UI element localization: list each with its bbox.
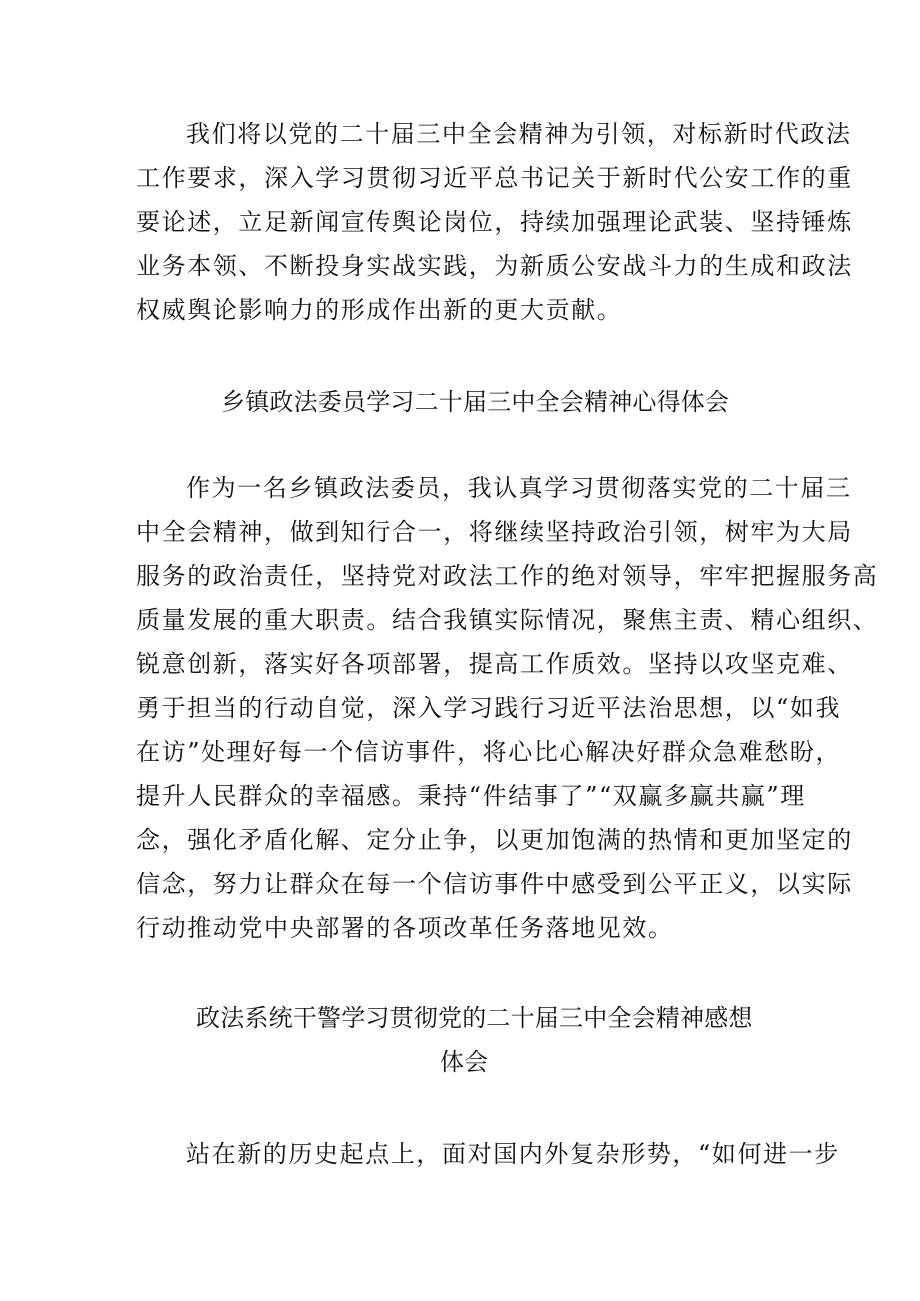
paragraph-1-line: 工作要求，深入学习贯彻习近平总书记关于新时代公安工作的重 — [136, 164, 853, 192]
paragraph-2-line: 提升人民群众的幸福感。秉持“件结事了”“双赢多赢共赢”理 — [136, 782, 806, 810]
section-heading: 体会 — [440, 1048, 489, 1076]
paragraph-2-line: 勇于担当的行动自觉，深入学习践行习近平法治思想，以“如我 — [136, 694, 842, 722]
paragraph-3-line: 站在新的历史起点上，面对国内外复杂形势，“如何进一步 — [186, 1140, 840, 1168]
paragraph-2-line: 在访”处理好每一个信访事件，将心比心解决好群众急难愁盼， — [136, 738, 842, 766]
paragraph-1-line: 要论述，立足新闻宣传舆论岗位，持续加强理论武装、坚持锤炼 — [136, 208, 853, 236]
paragraph-2-line: 念，强化矛盾化解、定分止争，以更加饱满的热情和更加坚定的 — [136, 826, 853, 854]
paragraph-2-line: 作为一名乡镇政法委员，我认真学习贯彻落实党的二十届三 — [186, 474, 852, 502]
paragraph-2-line: 行动推动党中央部署的各项改革任务落地见效。 — [136, 914, 674, 942]
paragraph-2-line: 质量发展的重大职责。结合我镇实际情况，聚焦主责、精心组织、 — [136, 606, 879, 634]
section-heading: 政法系统干警学习贯彻党的二十届三中全会精神感想 — [196, 1004, 753, 1032]
paragraph-2-line: 信念，努力让群众在每一个信访事件中感受到公平正义，以实际 — [136, 870, 853, 898]
paragraph-1-line: 我们将以党的二十届三中全会精神为引领，对标新时代政法 — [186, 120, 852, 148]
section-heading: 乡镇政法委员学习二十届三中全会精神心得体会 — [221, 388, 730, 416]
paragraph-1-line: 业务本领、不断投身实战实践，为新质公安战斗力的生成和政法 — [136, 252, 853, 280]
paragraph-1-line: 权威舆论影响力的形成作出新的更大贡献。 — [136, 296, 623, 324]
paragraph-2-line: 服务的政治责任，坚持党对政法工作的绝对领导，牢牢把握服务高 — [136, 562, 879, 590]
paragraph-2-line: 锐意创新，落实好各项部署，提高工作质效。坚持以攻坚克难、 — [136, 650, 853, 678]
paragraph-2-line: 中全会精神，做到知行合一，将继续坚持政治引领，树牢为大局 — [136, 518, 853, 546]
